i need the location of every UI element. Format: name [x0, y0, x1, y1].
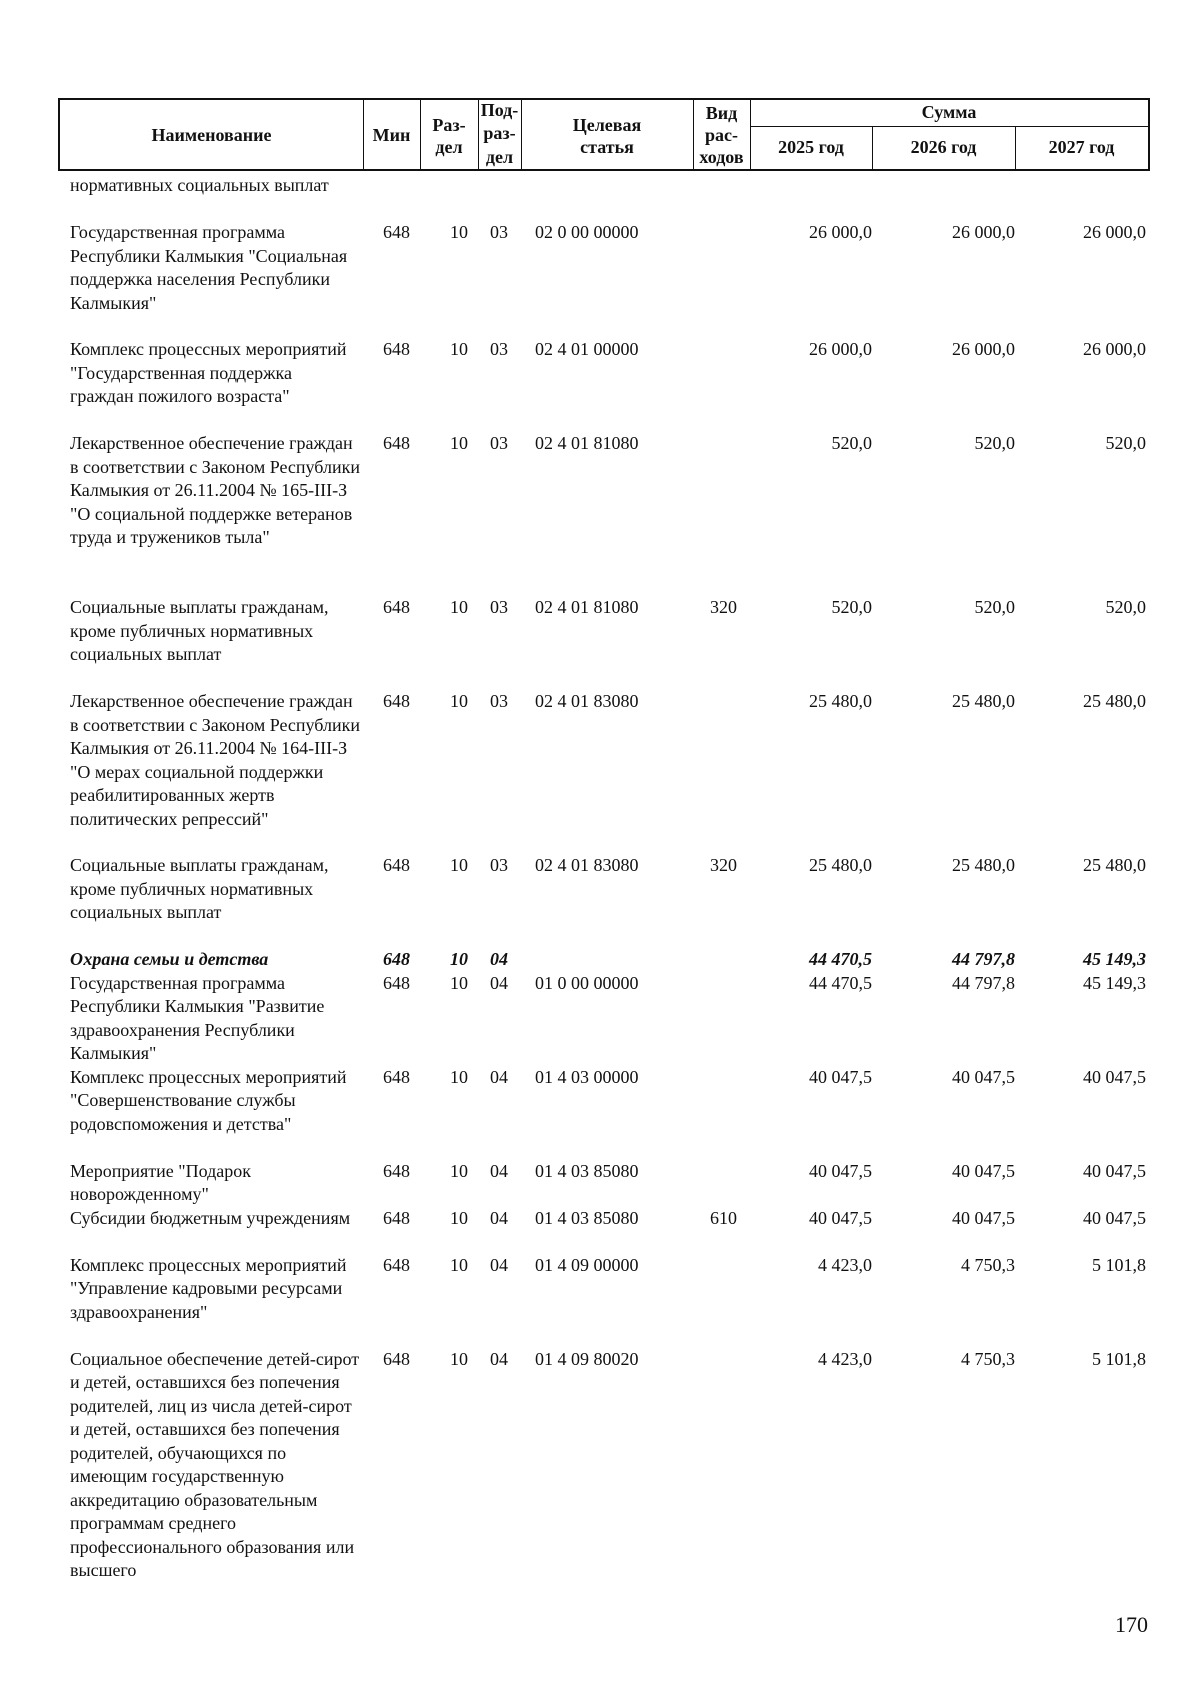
table-row-section	[0, 948, 1200, 972]
row-podrazdel: 04	[490, 1254, 508, 1275]
row-razdel: 10	[450, 1254, 468, 1275]
row-razdel: 10	[450, 433, 468, 453]
table-row	[0, 174, 1200, 221]
page-number: 170	[1115, 1612, 1148, 1637]
row-sum-2027: 40 047,5	[1083, 1160, 1146, 1181]
row-sum-2026: 25 480,0	[952, 855, 1015, 875]
table-row	[0, 432, 1200, 596]
row-sum-2027: 40 047,5	[1083, 1066, 1146, 1087]
row-min: 648	[383, 1207, 410, 1228]
row-name: Лекарственное обеспечение граждан в соответствии с Законом Республики Калмыкия от 26.11.2004 № 164-III-З "О мерах социальной поддержки реабилитированных жертв политических репрессий"	[70, 691, 361, 829]
row-name: Государственная программа Республики Калмыкия "Социальная поддержка населения Республики Калмыкия"	[70, 222, 348, 313]
table-row	[0, 972, 1200, 1066]
row-sum-2027: 26 000,0	[1083, 339, 1146, 359]
row-target: 02 0 00 00000	[535, 222, 639, 242]
row-podrazdel: 04	[490, 1066, 508, 1087]
row-razdel: 10	[450, 597, 468, 617]
table-row	[0, 1254, 1200, 1348]
row-name: Охрана семьи и детства	[70, 949, 269, 969]
row-sum-2025: 520,0	[831, 433, 872, 453]
row-target: 02 4 01 81080	[535, 597, 639, 617]
table-row	[0, 690, 1200, 854]
row-min: 648	[383, 597, 410, 617]
header-vid-2: рас-	[705, 125, 738, 145]
row-podrazdel: 03	[490, 855, 508, 875]
row-podrazdel: 04	[490, 1160, 508, 1181]
row-sum-2025: 40 047,5	[809, 1066, 872, 1087]
row-min: 648	[383, 972, 410, 993]
table-row	[0, 1348, 1200, 1608]
row-podrazdel: 04	[490, 1207, 508, 1228]
row-sum-2027: 520,0	[1105, 433, 1146, 453]
row-sum-2026: 520,0	[974, 597, 1015, 617]
row-razdel: 10	[450, 1160, 468, 1181]
row-sum-2027: 5 101,8	[1092, 1348, 1146, 1369]
row-razdel: 10	[450, 972, 468, 993]
row-podrazdel: 04	[490, 949, 508, 969]
row-name: нормативных социальных выплат	[70, 175, 329, 195]
row-min: 648	[383, 222, 410, 242]
row-vid: 610	[710, 1207, 737, 1228]
row-razdel: 10	[450, 1207, 468, 1228]
row-target: 01 4 03 85080	[535, 1207, 639, 1228]
header-target-2: статья	[580, 137, 634, 157]
row-sum-2026: 40 047,5	[952, 1207, 1015, 1228]
row-sum-2026: 44 797,8	[952, 949, 1015, 969]
row-sum-2025: 25 480,0	[809, 855, 872, 875]
header-vid-1: Вид	[705, 103, 738, 123]
header-target-1: Целевая	[572, 115, 642, 135]
row-sum-2025: 26 000,0	[809, 339, 872, 359]
table-row	[0, 1207, 1200, 1254]
row-sum-2025: 520,0	[831, 597, 872, 617]
row-razdel: 10	[450, 1348, 468, 1369]
row-sum-2026: 520,0	[974, 433, 1015, 453]
row-name: Государственная программа Республики Калмыкия "Развитие здравоохранения Республики Калмыкия"	[70, 972, 325, 1063]
row-sum-2026: 25 480,0	[952, 691, 1015, 711]
header-podrazdel-1: Под-	[480, 100, 519, 120]
row-podrazdel: 04	[490, 972, 508, 993]
row-razdel: 10	[450, 855, 468, 875]
row-target: 01 4 09 00000	[535, 1254, 639, 1275]
row-sum-2027: 26 000,0	[1083, 222, 1146, 242]
row-target: 01 4 03 85080	[535, 1160, 639, 1181]
row-min: 648	[383, 1066, 410, 1087]
row-target: 01 4 03 00000	[535, 1066, 639, 1087]
row-podrazdel: 03	[490, 222, 508, 242]
row-sum-2026: 4 750,3	[961, 1254, 1015, 1275]
row-name: Мероприятие "Подарок новорожденному"	[70, 1160, 252, 1204]
row-sum-2027: 5 101,8	[1092, 1254, 1146, 1275]
header-min: Мин	[372, 125, 411, 145]
row-min: 648	[383, 433, 410, 453]
header-year-2026: 2026 год	[910, 137, 977, 157]
row-sum-2025: 26 000,0	[809, 222, 872, 242]
row-target: 02 4 01 81080	[535, 433, 639, 453]
row-name: Комплекс процессных мероприятий "Управление кадровыми ресурсами здравоохранения"	[70, 1254, 347, 1322]
row-sum-2026: 26 000,0	[952, 339, 1015, 359]
row-podrazdel: 03	[490, 597, 508, 617]
row-sum-2025: 4 423,0	[818, 1254, 872, 1275]
row-sum-2027: 45 149,3	[1083, 949, 1146, 969]
row-sum-2026: 40 047,5	[952, 1066, 1015, 1087]
row-sum-2025: 25 480,0	[809, 691, 872, 711]
header-podrazdel-2: раз-	[483, 123, 516, 143]
row-min: 648	[383, 1348, 410, 1369]
header-sum: Сумма	[921, 102, 977, 122]
row-sum-2025: 4 423,0	[818, 1348, 872, 1369]
row-target: 02 4 01 83080	[535, 855, 639, 875]
row-razdel: 10	[450, 222, 468, 242]
row-sum-2025: 44 470,5	[809, 949, 872, 969]
table-body	[0, 174, 1200, 1608]
header-podrazdel-3: дел	[485, 147, 514, 167]
row-name: Социальное обеспечение детей-сирот и детей, оставшихся без попечения родителей, лиц из числа детей-сирот и детей, оставшихся без попечения родителей, обучающихся по имеющим государственную аккредитацию образовательным программам среднего профессионального образования или высшего	[70, 1348, 360, 1580]
row-podrazdel: 04	[490, 1348, 508, 1369]
row-target: 01 0 00 00000	[535, 972, 639, 993]
row-podrazdel: 03	[490, 433, 508, 453]
row-sum-2027: 25 480,0	[1083, 855, 1146, 875]
row-min: 648	[383, 339, 410, 359]
row-vid: 320	[710, 855, 737, 875]
row-sum-2027: 40 047,5	[1083, 1207, 1146, 1228]
row-name: Социальные выплаты гражданам, кроме публичных нормативных социальных выплат	[70, 855, 329, 922]
row-name: Комплекс процессных мероприятий "Государственная поддержка граждан пожилого возраста"	[70, 339, 347, 406]
row-podrazdel: 03	[490, 339, 508, 359]
row-razdel: 10	[450, 691, 468, 711]
row-podrazdel: 03	[490, 691, 508, 711]
table-row	[0, 338, 1200, 432]
row-sum-2026: 40 047,5	[952, 1160, 1015, 1181]
table-row	[0, 854, 1200, 948]
row-sum-2027: 25 480,0	[1083, 691, 1146, 711]
row-sum-2027: 520,0	[1105, 597, 1146, 617]
row-name: Социальные выплаты гражданам, кроме публичных нормативных социальных выплат	[70, 597, 329, 664]
header-vid-3: ходов	[699, 147, 744, 167]
table-header	[58, 98, 1150, 171]
row-sum-2025: 40 047,5	[809, 1207, 872, 1228]
row-min: 648	[383, 949, 410, 969]
table-row	[0, 221, 1200, 338]
header-year-2027: 2027 год	[1048, 137, 1115, 157]
header-name: Наименование	[151, 125, 272, 145]
row-name: Комплекс процессных мероприятий "Совершенствование службы родовспоможения и детства"	[70, 1066, 347, 1134]
row-vid: 320	[710, 597, 737, 617]
row-razdel: 10	[450, 949, 468, 969]
row-sum-2026: 26 000,0	[952, 222, 1015, 242]
row-target: 01 4 09 80020	[535, 1348, 639, 1369]
row-min: 648	[383, 691, 410, 711]
table-row	[0, 1066, 1200, 1160]
header-year-2025: 2025 год	[778, 137, 844, 157]
table-row	[0, 596, 1200, 690]
header-razdel-2: дел	[435, 137, 463, 157]
row-razdel: 10	[450, 1066, 468, 1087]
row-sum-2027: 45 149,3	[1083, 972, 1146, 993]
row-min: 648	[383, 1254, 410, 1275]
row-sum-2026: 4 750,3	[961, 1348, 1015, 1369]
row-min: 648	[383, 855, 410, 875]
row-target: 02 4 01 00000	[535, 339, 639, 359]
row-razdel: 10	[450, 339, 468, 359]
row-sum-2025: 40 047,5	[809, 1160, 872, 1181]
row-name: Лекарственное обеспечение граждан в соответствии с Законом Республики Калмыкия от 26.11.2004 № 165-III-З "О социальной поддержке ветеранов труда и тружеников тыла"	[70, 433, 361, 547]
table-row	[0, 1160, 1200, 1207]
row-name: Субсидии бюджетным учреждениям	[70, 1207, 351, 1228]
row-min: 648	[383, 1160, 410, 1181]
row-sum-2026: 44 797,8	[952, 972, 1015, 993]
row-target: 02 4 01 83080	[535, 691, 639, 711]
header-razdel-1: Раз-	[432, 115, 466, 135]
row-sum-2025: 44 470,5	[809, 972, 872, 993]
